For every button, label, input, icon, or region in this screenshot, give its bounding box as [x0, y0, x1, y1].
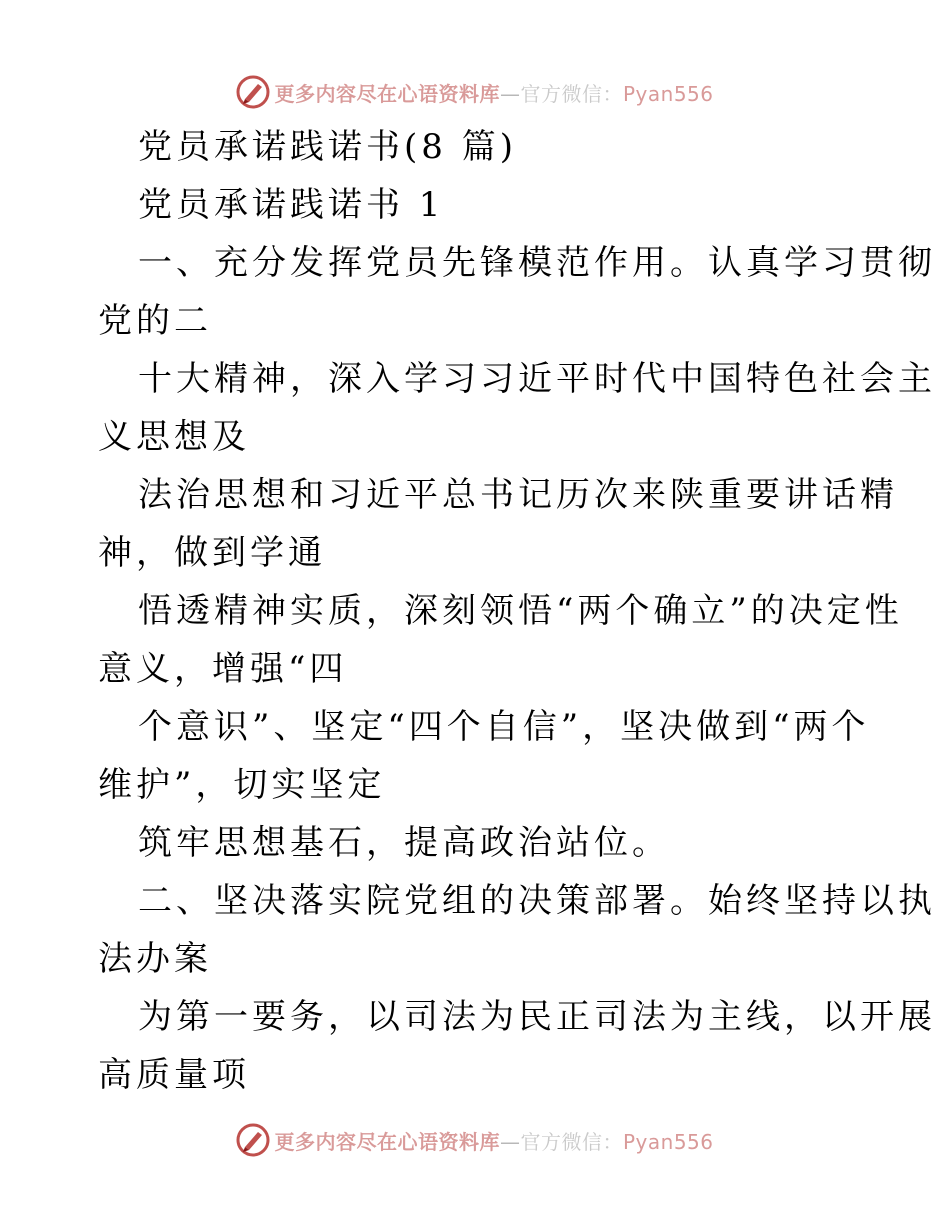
watermark-footer: [0, 1120, 950, 1160]
text-line: 义思想及: [98, 417, 250, 457]
text-line: 法治思想和习近平总书记历次来陕重要讲话精: [138, 475, 898, 515]
watermark-account: Pyan556: [622, 1129, 714, 1154]
text-line: 筑牢思想基石，提高政治站位。: [138, 823, 670, 863]
text-line: 悟透精神实质，深刻领悟“两个确立”的决定性: [138, 591, 903, 631]
watermark-header: [0, 72, 950, 112]
watermark-text: [274, 78, 713, 107]
text-line: 党员承诺践诺书(8 篇): [138, 127, 517, 167]
watermark-brand: 更多内容尽在心语资料库: [274, 1129, 500, 1154]
text-line: 十大精神，深入学习习近平时代中国特色社会主: [138, 359, 936, 399]
text-line: 二、坚决落实院党组的决策部署。始终坚持以执: [138, 881, 936, 921]
text-line: 个意识”、坚定“四个自信”，坚决做到“两个: [138, 707, 870, 747]
watermark-text: [274, 1126, 713, 1155]
text-line: 意义，增强“四: [98, 649, 348, 689]
text-line: 一、充分发挥党员先锋模范作用。认真学习贯彻: [138, 243, 936, 283]
watermark-official: 官方微信：: [520, 81, 623, 106]
text-line: 党的二: [98, 301, 212, 341]
pen-logo-icon: [236, 75, 270, 109]
text-line: 为第一要务，以司法为民正司法为主线，以开展: [138, 997, 936, 1037]
watermark-account: Pyan556: [622, 81, 714, 106]
watermark-dash: —: [499, 1129, 521, 1154]
watermark-brand: 更多内容尽在心语资料库: [274, 81, 500, 106]
text-line: 党员承诺践诺书 1: [138, 185, 445, 225]
watermark-official: 官方微信：: [520, 1129, 623, 1154]
text-line: 神，做到学通: [98, 533, 326, 573]
text-line: 法办案: [98, 939, 212, 979]
text-line: 维护”，切实坚定: [98, 765, 386, 805]
pen-logo-icon: [236, 1123, 270, 1157]
text-line: 高质量项: [98, 1055, 250, 1095]
watermark-dash: —: [499, 81, 521, 106]
document-body: [98, 118, 936, 1104]
